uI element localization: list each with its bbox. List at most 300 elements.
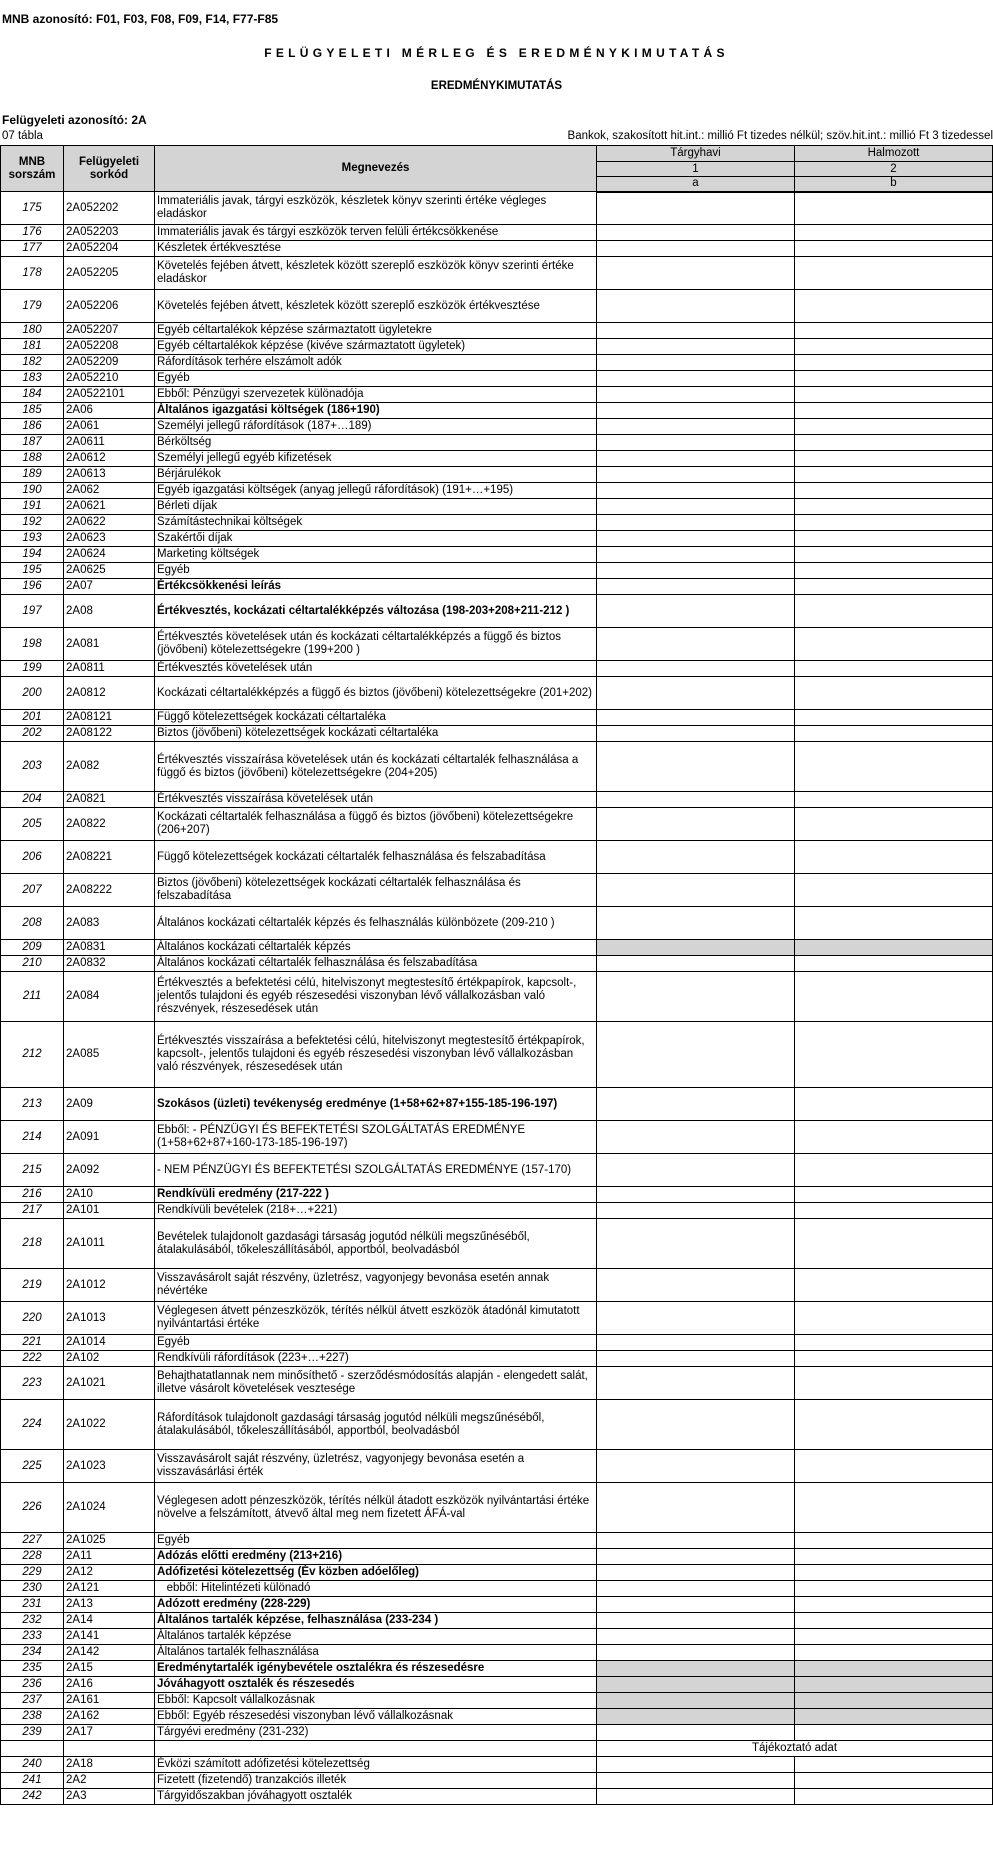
value-monthly-cell[interactable]	[597, 1565, 795, 1581]
value-cumulative-cell[interactable]	[795, 1367, 993, 1400]
table-row	[1, 467, 993, 483]
value-monthly-cell[interactable]	[597, 403, 795, 419]
value-cumulative-cell[interactable]	[795, 371, 993, 387]
value-monthly-cell[interactable]	[597, 726, 795, 742]
row-code: 2A083	[64, 907, 155, 940]
value-monthly-cell[interactable]	[597, 257, 795, 290]
value-monthly-cell[interactable]	[597, 531, 795, 547]
value-cumulative-cell[interactable]	[795, 1450, 993, 1483]
value-cumulative-cell[interactable]	[795, 1725, 993, 1741]
table-row	[1, 1022, 993, 1088]
row-label: Tárgyévi eredmény (231-232)	[155, 1725, 597, 1741]
row-number: 196	[1, 579, 64, 595]
value-monthly-cell[interactable]	[597, 841, 795, 874]
row-label: ebből: Hitelintézeti különadó	[155, 1581, 597, 1597]
table-row	[1, 595, 993, 628]
value-cumulative-cell[interactable]	[795, 547, 993, 563]
value-monthly-cell[interactable]	[597, 1367, 795, 1400]
row-label: Általános igazgatási költségek (186+190)	[155, 403, 597, 419]
row-number: 240	[1, 1757, 64, 1773]
row-number: 183	[1, 371, 64, 387]
row-label: Évközi számított adófizetési kötelezettség	[155, 1757, 597, 1773]
value-cumulative-cell[interactable]	[795, 1533, 993, 1549]
value-monthly-cell[interactable]	[597, 595, 795, 628]
row-label: Adózott eredmény (228-229)	[155, 1597, 597, 1613]
value-monthly-cell[interactable]	[597, 387, 795, 403]
info-empty-cell	[155, 1741, 597, 1757]
row-code: 2A08222	[64, 874, 155, 907]
value-monthly-cell[interactable]	[597, 972, 795, 1022]
row-code: 2A052203	[64, 225, 155, 241]
value-cumulative-cell[interactable]	[795, 907, 993, 940]
row-number: 224	[1, 1400, 64, 1450]
row-number: 206	[1, 841, 64, 874]
row-label: Értékvesztés visszaírása a befektetési célú, hitelviszonyt megtestesítő értékpapírok, kapcsolt-, jelentős tulajdoni és egyéb részesedési viszonyban lévő vállalkozásban való részvények, részesedések után	[155, 1022, 597, 1088]
value-cumulative-cell[interactable]	[795, 628, 993, 661]
value-cumulative-cell[interactable]	[795, 1121, 993, 1154]
row-code: 2A0621	[64, 499, 155, 515]
table-row	[1, 225, 993, 241]
row-code: 2A0822	[64, 808, 155, 841]
table-row	[1, 1549, 993, 1565]
row-code: 2A052210	[64, 371, 155, 387]
value-monthly-cell[interactable]	[597, 579, 795, 595]
value-cumulative-cell[interactable]	[795, 1302, 993, 1335]
value-cumulative-cell[interactable]	[795, 257, 993, 290]
row-code: 2A085	[64, 1022, 155, 1088]
table-row	[1, 1121, 993, 1154]
row-code: 2A08	[64, 595, 155, 628]
value-monthly-cell[interactable]	[597, 339, 795, 355]
col-header-mnb: MNB sorszám	[1, 146, 64, 192]
units-note: Bankok, szakosított hit.int.: millió Ft tizedes nélkül; szöv.hit.int.: millió Ft 3 tizedessel	[567, 130, 993, 142]
value-cumulative-cell[interactable]	[795, 1581, 993, 1597]
table-row	[1, 241, 993, 257]
row-label: Követelés fejében átvett, készletek között szereplő eszközök értékvesztése	[155, 290, 597, 323]
value-cumulative-cell[interactable]	[795, 1549, 993, 1565]
row-number: 223	[1, 1367, 64, 1400]
value-monthly-cell[interactable]	[597, 677, 795, 710]
row-code: 2A052209	[64, 355, 155, 371]
row-label: Személyi jellegű ráfordítások (187+…189)	[155, 419, 597, 435]
value-cumulative-cell[interactable]	[795, 403, 993, 419]
row-code: 2A1014	[64, 1335, 155, 1351]
value-cumulative-cell[interactable]	[795, 1709, 993, 1725]
value-monthly-cell[interactable]	[597, 515, 795, 531]
value-cumulative-cell[interactable]	[795, 515, 993, 531]
row-label: Értékvesztés a befektetési célú, hitelviszonyt megtestesítő értékpapírok, kapcsolt-, jelentős tulajdoni és egyéb részesedési viszonyban lévő vállalkozásban való részvények, részesedések után	[155, 972, 597, 1022]
row-label: Ebből: Pénzügyi szervezetek különadója	[155, 387, 597, 403]
table-row	[1, 192, 993, 225]
table-row	[1, 677, 993, 710]
value-cumulative-cell[interactable]	[795, 355, 993, 371]
row-number: 202	[1, 726, 64, 742]
value-cumulative-cell[interactable]	[795, 1629, 993, 1645]
row-label: Értékvesztés követelések után	[155, 661, 597, 677]
row-label: Fizetett (fizetendő) tranzakciós illeték	[155, 1773, 597, 1789]
value-cumulative-cell[interactable]	[795, 1693, 993, 1709]
row-label: Eredménytartalék igénybevétele osztalékra és részesedésre	[155, 1661, 597, 1677]
value-monthly-cell[interactable]	[597, 1693, 795, 1709]
row-code: 2A0832	[64, 956, 155, 972]
table-row	[1, 403, 993, 419]
table-row	[1, 547, 993, 563]
row-number: 193	[1, 531, 64, 547]
value-cumulative-cell[interactable]	[795, 1645, 993, 1661]
col-header-monthly: Tárgyhavi	[597, 146, 795, 162]
value-monthly-cell[interactable]	[597, 1533, 795, 1549]
value-monthly-cell[interactable]	[597, 1709, 795, 1725]
row-number: 238	[1, 1709, 64, 1725]
value-monthly-cell[interactable]	[597, 371, 795, 387]
table-row	[1, 531, 993, 547]
table-row	[1, 1757, 993, 1773]
value-cumulative-cell[interactable]	[795, 1483, 993, 1533]
value-monthly-cell[interactable]	[597, 940, 795, 956]
value-cumulative-cell[interactable]	[795, 1022, 993, 1088]
table-row	[1, 355, 993, 371]
row-number: 216	[1, 1187, 64, 1203]
value-monthly-cell[interactable]	[597, 451, 795, 467]
row-number: 199	[1, 661, 64, 677]
row-code: 2A14	[64, 1613, 155, 1629]
value-cumulative-cell[interactable]	[795, 451, 993, 467]
value-monthly-cell[interactable]	[597, 1645, 795, 1661]
row-label: Egyéb	[155, 563, 597, 579]
row-code: 2A052206	[64, 290, 155, 323]
table-row	[1, 628, 993, 661]
value-cumulative-cell[interactable]	[795, 1789, 993, 1805]
table-row	[1, 1645, 993, 1661]
row-label: Általános tartalék képzése, felhasználása (233-234 )	[155, 1613, 597, 1629]
value-monthly-cell[interactable]	[597, 1400, 795, 1450]
table-row	[1, 1351, 993, 1367]
row-number: 195	[1, 563, 64, 579]
table-row	[1, 1269, 993, 1302]
row-label: Szakértői díjak	[155, 531, 597, 547]
row-code: 2A102	[64, 1351, 155, 1367]
value-monthly-cell[interactable]	[597, 241, 795, 257]
row-code: 2A1011	[64, 1219, 155, 1269]
value-cumulative-cell[interactable]	[795, 841, 993, 874]
table-row	[1, 956, 993, 972]
row-label: Visszavásárolt saját részvény, üzletrész, vagyonjegy bevonása esetén annak névértéke	[155, 1269, 597, 1302]
value-monthly-cell[interactable]	[597, 1677, 795, 1693]
row-number: 176	[1, 225, 64, 241]
table-row	[1, 1219, 993, 1269]
row-number: 184	[1, 387, 64, 403]
value-cumulative-cell[interactable]	[795, 1565, 993, 1581]
row-label: - NEM PÉNZÜGYI ÉS BEFEKTETÉSI SZOLGÁLTATÁS EREDMÉNYE (157-170)	[155, 1154, 597, 1187]
value-monthly-cell[interactable]	[597, 290, 795, 323]
row-label: Függő kötelezettségek kockázati céltartaléka	[155, 710, 597, 726]
row-code: 2A1013	[64, 1302, 155, 1335]
value-monthly-cell[interactable]	[597, 1629, 795, 1645]
table-row	[1, 1335, 993, 1351]
row-number: 219	[1, 1269, 64, 1302]
value-monthly-cell[interactable]	[597, 792, 795, 808]
row-code: 2A052204	[64, 241, 155, 257]
value-monthly-cell[interactable]	[597, 808, 795, 841]
value-monthly-cell[interactable]	[597, 1597, 795, 1613]
row-code: 2A08221	[64, 841, 155, 874]
value-cumulative-cell[interactable]	[795, 225, 993, 241]
row-label: Ráfordítások terhére elszámolt adók	[155, 355, 597, 371]
value-monthly-cell[interactable]	[597, 742, 795, 792]
row-label: Ebből: Egyéb részesedési viszonyban lévő vállalkozásnak	[155, 1709, 597, 1725]
value-monthly-cell[interactable]	[597, 874, 795, 907]
row-code: 2A092	[64, 1154, 155, 1187]
value-monthly-cell[interactable]	[597, 1351, 795, 1367]
col-number-2: 2	[795, 162, 993, 177]
row-label: Egyéb céltartalékok képzése származtatott ügyletekre	[155, 323, 597, 339]
row-number: 177	[1, 241, 64, 257]
table-row	[1, 1565, 993, 1581]
value-cumulative-cell[interactable]	[795, 483, 993, 499]
value-cumulative-cell[interactable]	[795, 677, 993, 710]
table-row	[1, 792, 993, 808]
col-header-name: Megnevezés	[155, 146, 597, 192]
value-monthly-cell[interactable]	[597, 1613, 795, 1629]
row-code: 2A061	[64, 419, 155, 435]
value-cumulative-cell[interactable]	[795, 710, 993, 726]
row-number: 237	[1, 1693, 64, 1709]
row-number: 226	[1, 1483, 64, 1533]
value-cumulative-cell[interactable]	[795, 467, 993, 483]
row-number: 232	[1, 1613, 64, 1629]
value-cumulative-cell[interactable]	[795, 531, 993, 547]
table-row	[1, 1613, 993, 1629]
value-cumulative-cell[interactable]	[795, 1757, 993, 1773]
row-number: 185	[1, 403, 64, 419]
value-monthly-cell[interactable]	[597, 563, 795, 579]
value-monthly-cell[interactable]	[597, 907, 795, 940]
row-number: 180	[1, 323, 64, 339]
row-code: 2A0625	[64, 563, 155, 579]
value-monthly-cell[interactable]	[597, 1335, 795, 1351]
row-number: 207	[1, 874, 64, 907]
row-label: Értékvesztés visszaírása követelések után és kockázati céltartalék felhasználása a függő és biztos (jövőbeni) kötelezettségekre (204+205)	[155, 742, 597, 792]
row-code: 2A0624	[64, 547, 155, 563]
row-label: Egyéb	[155, 371, 597, 387]
row-code: 2A15	[64, 1661, 155, 1677]
value-cumulative-cell[interactable]	[795, 563, 993, 579]
row-number: 236	[1, 1677, 64, 1693]
row-code: 2A162	[64, 1709, 155, 1725]
row-label: Visszavásárolt saját részvény, üzletrész, vagyonjegy bevonása esetén a visszavásárlási érték	[155, 1450, 597, 1483]
value-cumulative-cell[interactable]	[795, 323, 993, 339]
value-monthly-cell[interactable]	[597, 1725, 795, 1741]
value-monthly-cell[interactable]	[597, 661, 795, 677]
row-number: 204	[1, 792, 64, 808]
table-row	[1, 1661, 993, 1677]
row-number: 197	[1, 595, 64, 628]
row-number: 205	[1, 808, 64, 841]
value-cumulative-cell[interactable]	[795, 972, 993, 1022]
value-monthly-cell[interactable]	[597, 483, 795, 499]
value-cumulative-cell[interactable]	[795, 792, 993, 808]
table-row	[1, 1450, 993, 1483]
value-cumulative-cell[interactable]	[795, 1269, 993, 1302]
value-monthly-cell[interactable]	[597, 1187, 795, 1203]
value-monthly-cell[interactable]	[597, 1581, 795, 1597]
row-code: 2A081	[64, 628, 155, 661]
value-cumulative-cell[interactable]	[795, 1203, 993, 1219]
value-cumulative-cell[interactable]	[795, 499, 993, 515]
row-label: Egyéb céltartalékok képzése (kivéve származtatott ügyletek)	[155, 339, 597, 355]
value-cumulative-cell[interactable]	[795, 1154, 993, 1187]
table-row	[1, 1367, 993, 1400]
value-cumulative-cell[interactable]	[795, 419, 993, 435]
value-monthly-cell[interactable]	[597, 192, 795, 225]
col-letter-b: b	[795, 177, 993, 192]
row-code: 2A0812	[64, 677, 155, 710]
value-cumulative-cell[interactable]	[795, 435, 993, 451]
value-monthly-cell[interactable]	[597, 467, 795, 483]
value-cumulative-cell[interactable]	[795, 290, 993, 323]
mnb-id-line: MNB azonosító: F01, F03, F08, F09, F14, F77-F85	[2, 12, 279, 26]
table-row	[1, 808, 993, 841]
row-label: Rendkívüli bevételek (218+…+221)	[155, 1203, 597, 1219]
table-row	[1, 742, 993, 792]
table-row	[1, 371, 993, 387]
row-code: 2A06	[64, 403, 155, 419]
row-number: 233	[1, 1629, 64, 1645]
col-header-cumulative: Halmozott	[795, 146, 993, 162]
row-code: 2A08122	[64, 726, 155, 742]
value-monthly-cell[interactable]	[597, 1269, 795, 1302]
row-number: 182	[1, 355, 64, 371]
table-row	[1, 1709, 993, 1725]
row-label: Rendkívüli ráfordítások (223+…+227)	[155, 1351, 597, 1367]
table-row	[1, 257, 993, 290]
row-code: 2A10	[64, 1187, 155, 1203]
value-cumulative-cell[interactable]	[795, 1613, 993, 1629]
value-monthly-cell[interactable]	[597, 1022, 795, 1088]
row-number: 215	[1, 1154, 64, 1187]
value-monthly-cell[interactable]	[597, 323, 795, 339]
table-row	[1, 710, 993, 726]
row-label: Immateriális javak és tárgyi eszközök terven felüli értékcsökkenése	[155, 225, 597, 241]
value-monthly-cell[interactable]	[597, 1203, 795, 1219]
row-label: Számítástechnikai költségek	[155, 515, 597, 531]
value-cumulative-cell[interactable]	[795, 1677, 993, 1693]
col-number-1: 1	[597, 162, 795, 177]
value-monthly-cell[interactable]	[597, 1121, 795, 1154]
value-cumulative-cell[interactable]	[795, 387, 993, 403]
row-number: 241	[1, 1773, 64, 1789]
value-monthly-cell[interactable]	[597, 547, 795, 563]
row-code: 2A07	[64, 579, 155, 595]
value-cumulative-cell[interactable]	[795, 1597, 993, 1613]
value-cumulative-cell[interactable]	[795, 579, 993, 595]
row-label: Értékvesztés, kockázati céltartalékképzés változása (198-203+208+211-212 )	[155, 595, 597, 628]
table-row	[1, 1203, 993, 1219]
row-number: 227	[1, 1533, 64, 1549]
value-cumulative-cell[interactable]	[795, 956, 993, 972]
value-cumulative-cell[interactable]	[795, 940, 993, 956]
table-row	[1, 435, 993, 451]
row-label: Bevételek tulajdonolt gazdasági társaság jogutód nélküli megszűnéséből, átalakulásából, tőkeleszállításából, apportból, beolvadásból	[155, 1219, 597, 1269]
value-cumulative-cell[interactable]	[795, 1219, 993, 1269]
value-cumulative-cell[interactable]	[795, 1335, 993, 1351]
row-label: Követelés fejében átvett, készletek között szereplő eszközök könyv szerinti értéke eladáskor	[155, 257, 597, 290]
row-label: Egyéb	[155, 1335, 597, 1351]
value-monthly-cell[interactable]	[597, 1789, 795, 1805]
row-code: 2A082	[64, 742, 155, 792]
table-row	[1, 563, 993, 579]
value-monthly-cell[interactable]	[597, 1302, 795, 1335]
value-cumulative-cell[interactable]	[795, 1400, 993, 1450]
table-row	[1, 1773, 993, 1789]
row-code: 2A161	[64, 1693, 155, 1709]
table-label: 07 tábla	[2, 130, 43, 142]
value-cumulative-cell[interactable]	[795, 339, 993, 355]
value-monthly-cell[interactable]	[597, 1773, 795, 1789]
row-code: 2A1022	[64, 1400, 155, 1450]
value-monthly-cell[interactable]	[597, 1483, 795, 1533]
col-letter-a: a	[597, 177, 795, 192]
value-monthly-cell[interactable]	[597, 1154, 795, 1187]
row-label: Rendkívüli eredmény (217-222 )	[155, 1187, 597, 1203]
row-label: Személyi jellegű egyéb kifizetések	[155, 451, 597, 467]
row-label: Általános kockázati céltartalék felhasználása és felszabadítása	[155, 956, 597, 972]
value-cumulative-cell[interactable]	[795, 874, 993, 907]
col-header-code: Felügyeleti sorkód	[64, 146, 155, 192]
value-cumulative-cell[interactable]	[795, 1351, 993, 1367]
value-monthly-cell[interactable]	[597, 499, 795, 515]
value-monthly-cell[interactable]	[597, 355, 795, 371]
row-label: Egyéb	[155, 1533, 597, 1549]
value-cumulative-cell[interactable]	[795, 1187, 993, 1203]
table-row	[1, 1725, 993, 1741]
table-row	[1, 1533, 993, 1549]
value-monthly-cell[interactable]	[597, 419, 795, 435]
row-code: 2A084	[64, 972, 155, 1022]
value-monthly-cell[interactable]	[597, 628, 795, 661]
value-monthly-cell[interactable]	[597, 1088, 795, 1121]
value-monthly-cell[interactable]	[597, 1757, 795, 1773]
value-cumulative-cell[interactable]	[795, 808, 993, 841]
value-cumulative-cell[interactable]	[795, 1773, 993, 1789]
value-monthly-cell[interactable]	[597, 1219, 795, 1269]
value-monthly-cell[interactable]	[597, 1450, 795, 1483]
row-code: 2A11	[64, 1549, 155, 1565]
value-cumulative-cell[interactable]	[795, 742, 993, 792]
value-cumulative-cell[interactable]	[795, 241, 993, 257]
value-cumulative-cell[interactable]	[795, 192, 993, 225]
value-cumulative-cell[interactable]	[795, 595, 993, 628]
row-label: Általános kockázati céltartalék képzés	[155, 940, 597, 956]
value-monthly-cell[interactable]	[597, 435, 795, 451]
row-number: 186	[1, 419, 64, 435]
value-monthly-cell[interactable]	[597, 1549, 795, 1565]
value-monthly-cell[interactable]	[597, 225, 795, 241]
row-label: Értékvesztés visszaírása követelések után	[155, 792, 597, 808]
value-cumulative-cell[interactable]	[795, 661, 993, 677]
value-cumulative-cell[interactable]	[795, 726, 993, 742]
row-code: 2A052207	[64, 323, 155, 339]
value-cumulative-cell[interactable]	[795, 1088, 993, 1121]
row-label: Behajthatatlannak nem minősíthető - szerződésmódosítás alapján - elengedett salát, illetve vásárolt követelések vesztesége	[155, 1367, 597, 1400]
row-code: 2A052208	[64, 339, 155, 355]
value-monthly-cell[interactable]	[597, 1661, 795, 1677]
value-monthly-cell[interactable]	[597, 710, 795, 726]
value-cumulative-cell[interactable]	[795, 1661, 993, 1677]
row-number: 234	[1, 1645, 64, 1661]
row-code: 2A0831	[64, 940, 155, 956]
value-monthly-cell[interactable]	[597, 956, 795, 972]
